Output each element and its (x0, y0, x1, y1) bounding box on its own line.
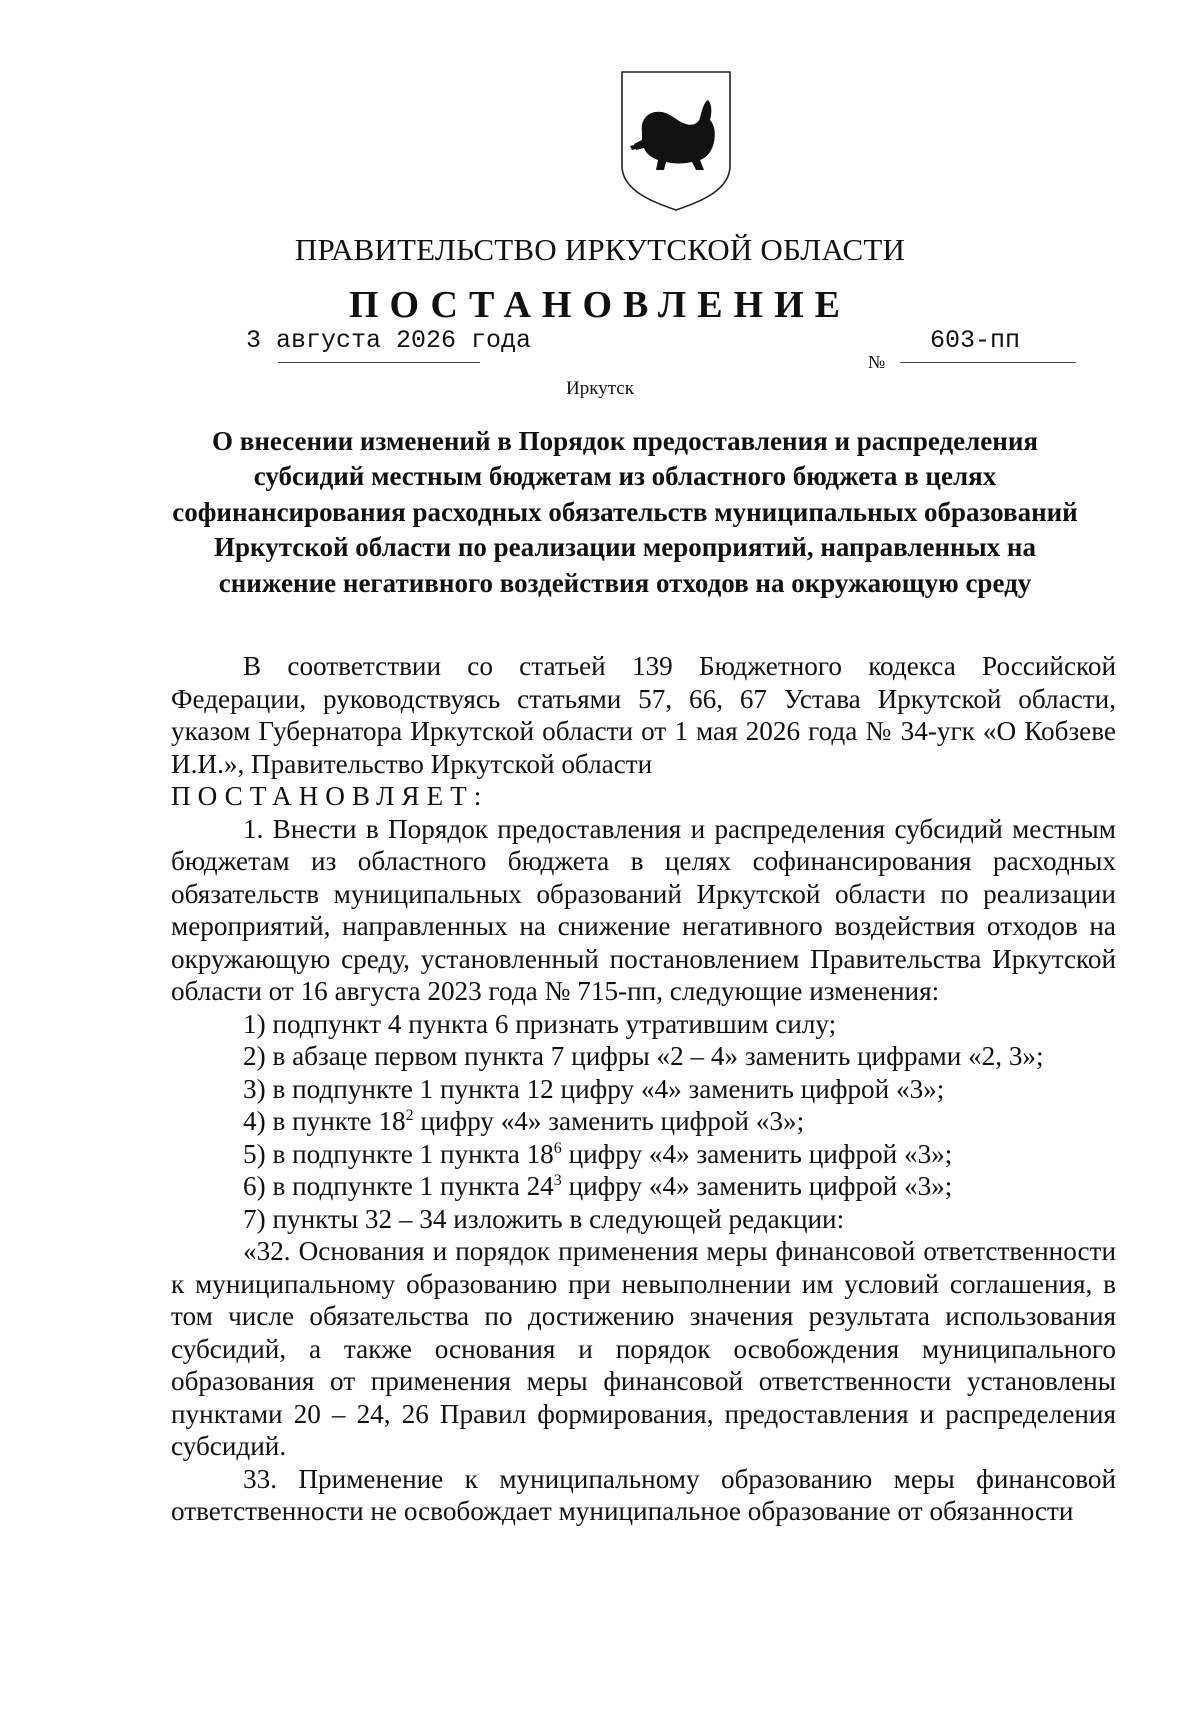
date-underline (278, 362, 480, 363)
decree-date: 3 августа 2026 года (246, 326, 532, 355)
item-text: 5) в подпункте 1 пункта 18 (243, 1138, 554, 1169)
intro-paragraph: В соответствии со статьей 139 Бюджетного кодекса Российской Федерации, руководствуясь статьями 57, 66, 67 Устава Иркутской области, указом Губернатора Иркутской области от 1 мая 2026 года № 34-угк «О Кобзеве И.И.», Правительство Иркутской области (171, 651, 1116, 779)
superscript: 3 (553, 1171, 562, 1189)
item-text: 4) в пункте 18 (243, 1106, 406, 1136)
coat-of-arms-emblem (620, 70, 732, 212)
superscript: 6 (553, 1139, 562, 1157)
list-item (171, 1138, 1116, 1171)
decree-number: 603-пп (930, 326, 1021, 355)
superscript: 2 (405, 1106, 414, 1124)
paragraph-33: 33. Применение к муниципальному образованию меры финансовой ответственности не освобождает муниципальное образование от обязанности (171, 1463, 1116, 1526)
list-item: 1) подпункт 4 пункта 6 признать утратившим силу; (243, 1008, 837, 1039)
document-type: ПОСТАНОВЛЕНИЕ (348, 284, 852, 326)
number-underline (900, 362, 1076, 363)
item-text: цифру «4» заменить цифрой «3»; (561, 1138, 953, 1169)
resolves-word: ПОСТАНОВЛЯЕТ: (171, 781, 489, 811)
number-sign: № (868, 352, 886, 372)
item-text: цифру «4» заменить цифрой «3»; (561, 1171, 953, 1201)
item-text: цифру «4» заменить цифрой «3»; (413, 1106, 805, 1136)
item-text: 6) в подпункте 1 пункта 24 (243, 1171, 554, 1201)
list-item (171, 1105, 1116, 1138)
paragraph-32: «32. Основания и порядок применения меры финансовой ответственности к муниципальному образованию при невыполнении им условий соглашения, в том числе обязательства по достижению значения результата использования субсидий, а также основания и порядок освобождения муниципального образования от применения меры финансовой ответственности установлены пунктами 20 – 24, 26 Правил формирования, предоставления и распределения субсидий. (171, 1236, 1116, 1461)
list-item (171, 1170, 1116, 1203)
list-item: 2) в абзаце первом пункта 7 цифры «2 – 4» заменить цифрами «2, 3»; (243, 1041, 1044, 1071)
list-item: 7) пункты 32 – 34 изложить в следующей редакции: (243, 1203, 845, 1234)
paragraph-1: 1. Внести в Порядок предоставления и распределения субсидий местным бюджетам из областного бюджета в целях софинансирования расходных обязательств муниципальных образований Иркутской области по реализации мероприятий, направленных на снижение негативного воздействия отходов на окружающую среду, установленный постановлением Правительства Иркутской области от 16 августа 2023 года № 715-пп, следующие изменения: (171, 813, 1116, 1006)
city: Иркутск (566, 378, 634, 399)
document-body (171, 650, 1116, 1528)
document-title: О внесении изменений в Порядок предоставления и распределения субсидий местным бюджетам из областного бюджета в целях софинансирования расходных обязательств муниципальных образований Иркутской области по реализации мероприятий, направленных на снижение негативного воздействия отходов на окружающую среду (172, 426, 1078, 598)
government-name: ПРАВИТЕЛЬСТВО ИРКУТСКОЙ ОБЛАСТИ (294, 232, 906, 267)
list-item: 3) в подпункте 1 пункта 12 цифру «4» заменить цифрой «3»; (243, 1073, 945, 1104)
